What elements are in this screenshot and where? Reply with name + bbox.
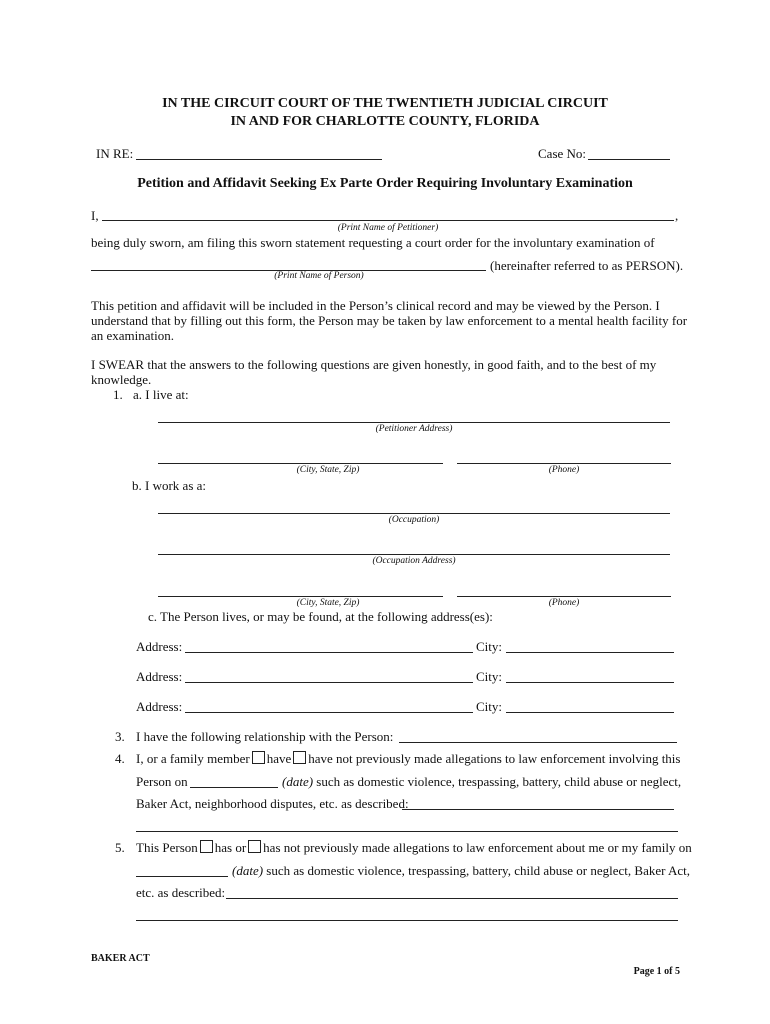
petitioner-phone-field[interactable] bbox=[457, 463, 671, 464]
in-re-field[interactable] bbox=[136, 159, 382, 160]
q4-such-as: such as domestic violence, trespassing, battery, child abuse or neglect, bbox=[316, 774, 682, 789]
question-3-text: I have the following relationship with the Person: bbox=[136, 729, 394, 744]
question-4-number: 4. bbox=[115, 751, 125, 766]
q5-described-label: etc. as described: bbox=[136, 885, 226, 900]
question-3-number: 3. bbox=[115, 729, 125, 744]
document-title: Petition and Affidavit Seeking Ex Parte Order Requiring Involuntary Examination bbox=[137, 176, 633, 191]
occupation-phone-field[interactable] bbox=[457, 596, 671, 597]
record-notice-line2: understand that by filling out this form, the Person may be taken by law enforcement to a mental health facility for bbox=[91, 313, 688, 328]
petitioner-address-caption: (Petitioner Address) bbox=[375, 424, 453, 434]
petitioner-city-caption: (City, State, Zip) bbox=[296, 465, 360, 475]
question-4-have-not: have not previously made allegations to law enforcement involving this bbox=[308, 751, 681, 766]
has-checkbox[interactable] bbox=[200, 840, 213, 853]
occupation-field[interactable] bbox=[158, 513, 670, 514]
q5-such-as: such as domestic violence, trespassing, battery, child abuse or neglect, Baker Act, bbox=[266, 863, 690, 878]
have-not-checkbox[interactable] bbox=[293, 751, 306, 764]
city-label-1: City: bbox=[476, 639, 503, 654]
case-no-label: Case No: bbox=[538, 146, 587, 161]
question-5-has-not: has not previously made allegations to law enforcement about me or my family on bbox=[263, 840, 692, 855]
record-notice-line3: an examination. bbox=[91, 328, 175, 343]
swear-line2: knowledge. bbox=[91, 372, 152, 387]
person-name-caption: (Print Name of Person) bbox=[274, 271, 364, 281]
city-field-1[interactable] bbox=[506, 652, 674, 653]
q4-date-word: (date) bbox=[282, 774, 314, 789]
occupation-caption: (Occupation) bbox=[388, 515, 440, 525]
occupation-address-caption: (Occupation Address) bbox=[372, 556, 456, 566]
petitioner-name-caption: (Print Name of Petitioner) bbox=[337, 223, 439, 233]
case-no-field[interactable] bbox=[588, 159, 670, 160]
relationship-field[interactable] bbox=[399, 742, 677, 743]
city-field-3[interactable] bbox=[506, 712, 674, 713]
question-4-line1 bbox=[136, 751, 680, 767]
address-field-2[interactable] bbox=[185, 682, 473, 683]
question-5-pre: This Person bbox=[136, 840, 198, 855]
sworn-statement: being duly sworn, am filing this sworn statement requesting a court order for the involuntary examination of bbox=[91, 235, 655, 250]
q4-description-field-2[interactable] bbox=[136, 831, 678, 832]
have-checkbox[interactable] bbox=[252, 751, 265, 764]
address-label-2: Address: bbox=[136, 669, 183, 684]
q4-baker-label: Baker Act, neighborhood disputes, etc. as described: bbox=[136, 796, 409, 811]
court-header-line1: IN THE CIRCUIT COURT OF THE TWENTIETH JUDICIAL CIRCUIT bbox=[162, 96, 608, 111]
person-on-label: Person on bbox=[136, 774, 188, 789]
q5-date-line bbox=[232, 863, 690, 879]
question-1c-label: c. The Person lives, or may be found, at the following address(es): bbox=[148, 609, 493, 624]
i-label: I, bbox=[91, 208, 99, 223]
question-1-number: 1. bbox=[113, 387, 123, 402]
occupation-city-field[interactable] bbox=[158, 596, 443, 597]
city-label-3: City: bbox=[476, 699, 503, 714]
q5-description-field-2[interactable] bbox=[136, 920, 678, 921]
hereinafter-text: (hereinafter referred to as PERSON). bbox=[490, 258, 684, 273]
petitioner-address-field[interactable] bbox=[158, 422, 670, 423]
question-4-have: have bbox=[266, 751, 292, 766]
comma: , bbox=[675, 208, 679, 223]
q4-date-line bbox=[282, 774, 681, 790]
question-5-has: has or bbox=[214, 840, 247, 855]
footer-baker-act: BAKER ACT bbox=[91, 953, 150, 964]
court-header-line2: IN AND FOR CHARLOTTE COUNTY, FLORIDA bbox=[230, 114, 540, 129]
question-4-pre: I, or a family member bbox=[136, 751, 250, 766]
has-not-checkbox[interactable] bbox=[248, 840, 261, 853]
page-number: Page 1 of 5 bbox=[633, 966, 680, 977]
record-notice-line1: This petition and affidavit will be included in the Person’s clinical record and may be viewed by the Person. I bbox=[91, 298, 660, 313]
q5-date-word: (date) bbox=[232, 863, 264, 878]
address-label-1: Address: bbox=[136, 639, 183, 654]
city-label-2: City: bbox=[476, 669, 503, 684]
address-label-3: Address: bbox=[136, 699, 183, 714]
question-1b-label: b. I work as a: bbox=[132, 478, 207, 493]
address-field-3[interactable] bbox=[185, 712, 473, 713]
q5-date-field[interactable] bbox=[136, 876, 228, 877]
address-field-1[interactable] bbox=[185, 652, 473, 653]
petitioner-city-field[interactable] bbox=[158, 463, 443, 464]
question-1a-label: a. I live at: bbox=[133, 387, 189, 402]
petitioner-phone-caption: (Phone) bbox=[548, 465, 580, 475]
q4-description-field[interactable] bbox=[402, 809, 674, 810]
question-5-line1 bbox=[136, 840, 692, 856]
occupation-city-caption: (City, State, Zip) bbox=[296, 598, 360, 608]
petitioner-name-field[interactable] bbox=[102, 220, 674, 221]
occupation-phone-caption: (Phone) bbox=[548, 598, 580, 608]
in-re-label: IN RE: bbox=[96, 146, 134, 161]
occupation-address-field[interactable] bbox=[158, 554, 670, 555]
city-field-2[interactable] bbox=[506, 682, 674, 683]
q5-description-field[interactable] bbox=[226, 898, 678, 899]
q4-date-field[interactable] bbox=[190, 787, 278, 788]
swear-line1: I SWEAR that the answers to the following questions are given honestly, in good faith, and to the best of my bbox=[91, 357, 657, 372]
question-5-number: 5. bbox=[115, 840, 125, 855]
